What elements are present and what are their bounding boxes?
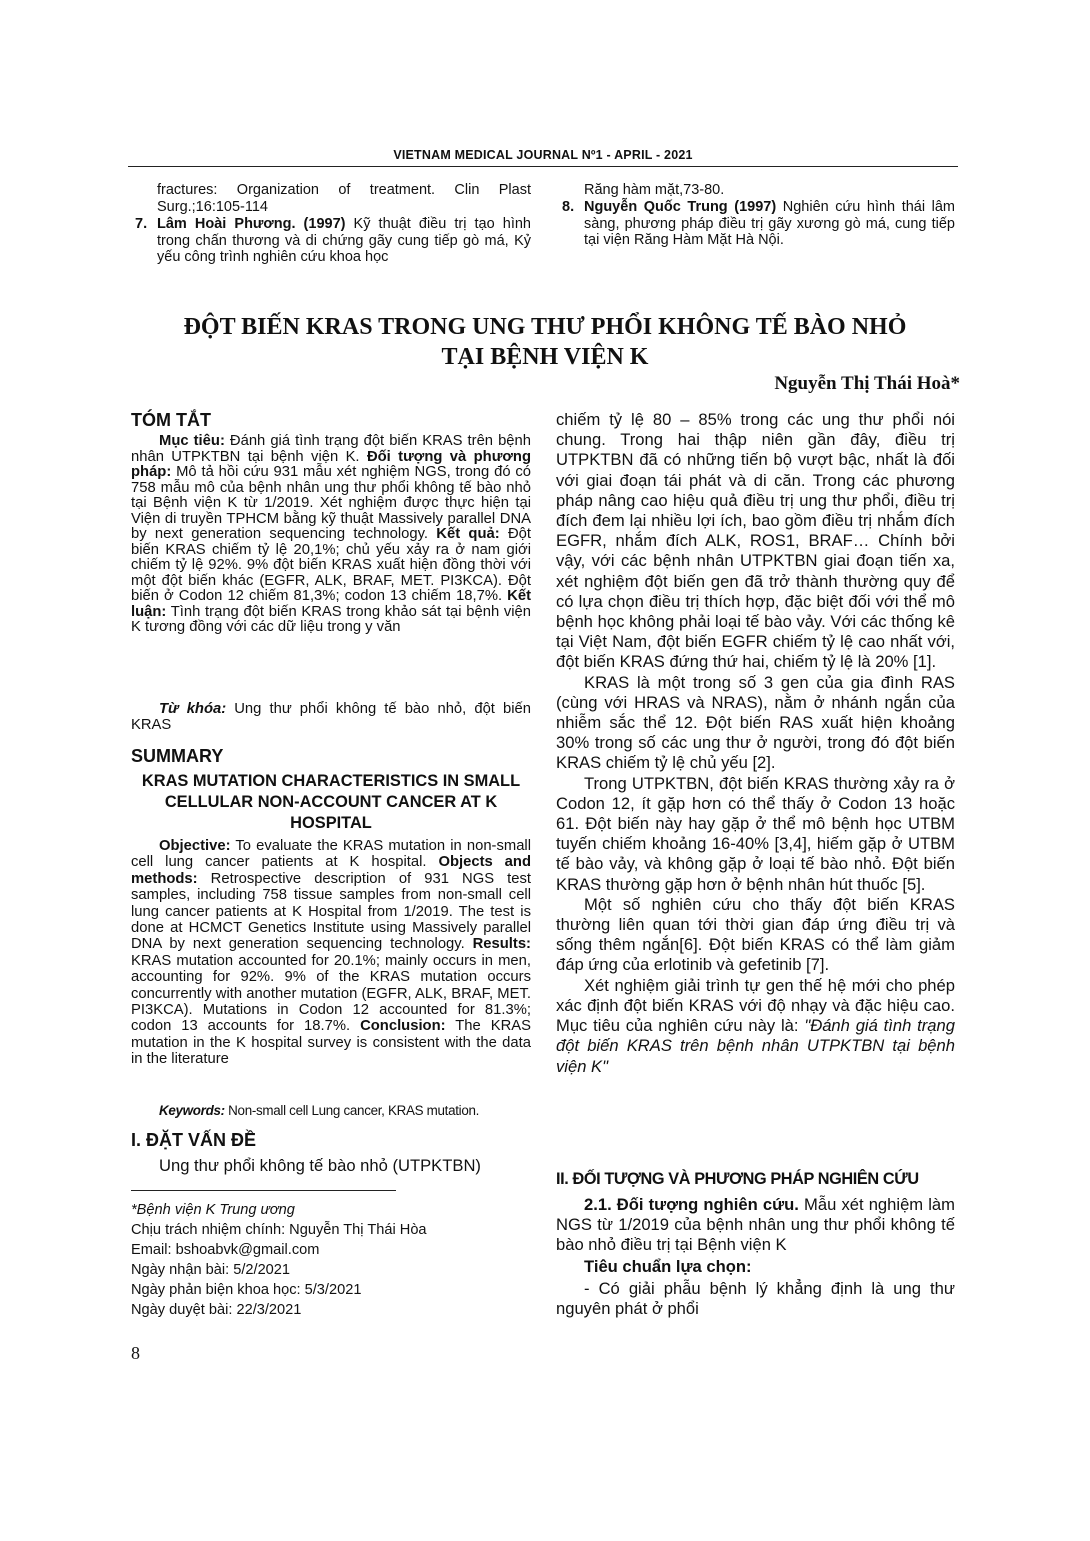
reference-number: 8. xyxy=(562,199,575,215)
results-text: Đột biến KRAS chiếm tỷ lệ 20,1%; chủ yếu xảy ra ở nam giới chiếm tỷ lệ 92%. 9% đột biến KRAS xuất hiện đồng thời với một đột biến khác (EGFR, ALK, BRAF, MET. PI3KCA). Đột biến ở Codon 12 chiếm 81,3%; codon 13 chiếm 18,7%. xyxy=(131,526,531,604)
section-1-paragraph-3: Trong UTPKTBN, đột biến KRAS thường xảy ra ở Codon 12, ít gặp hơn có thể thấy ở Codon 13 hoặc 61. Đột biến này hay gặp ở thể mô bệnh học UTBM tuyến chiếm khoảng 16-40% [3,4], hiếm gặp ở UTBM tế bào vảy, và không gặp ở loại tế bào nhỏ. Đột biến KRAS thường gặp hơn ở bệnh nhân hút thuốc [5]. xyxy=(556,773,955,894)
conclusion-label: Kết luận: xyxy=(131,588,531,620)
article-title-line-2: TẠI BỆNH VIỆN K xyxy=(441,344,649,370)
keywords-label: Từ khóa: xyxy=(159,701,227,717)
reference-8 xyxy=(562,199,956,249)
abstract-vi-heading: TÓM TẮT xyxy=(131,410,211,430)
results-label: Kết quả: xyxy=(436,526,500,542)
abstract-vi-body xyxy=(131,434,531,636)
keywords-text: Non-small cell Lung cancer, KRAS mutation. xyxy=(224,1103,480,1118)
footnote-responsible: Chịu trách nhiệm chính: Nguyễn Thị Thái Hòa xyxy=(131,1222,427,1238)
article-title xyxy=(150,312,940,372)
abstract-en-heading: SUMMARY xyxy=(131,746,224,766)
article-title-line-1: ĐỘT BIẾN KRAS TRONG UNG THƯ PHỔI KHÔNG TẾ BÀO NHỎ xyxy=(183,314,907,340)
abstract-en-title: KRAS MUTATION CHARACTERISTICS IN SMALL CELLULAR NON-ACCOUNT CANCER AT K HOSPITAL xyxy=(141,772,521,832)
footnote-approved: Ngày duyệt bài: 22/3/2021 xyxy=(131,1302,302,1318)
objective-intro: Xét nghiệm giải trình tự gen thế hệ mới cho phép xác định đột biến KRAS với độ nhạy và đặc hiệu cao. Mục tiêu của nghiên cứu này là: xyxy=(556,975,955,1036)
keywords-text: Ung thư phổi không tế bào nhỏ, đột biến KRAS xyxy=(131,701,531,733)
running-header: VIETNAM MEDICAL JOURNAL Nº1 - APRIL - 2021 xyxy=(393,148,693,162)
section-2-heading: II. ĐỐI TƯỢNG VÀ PHƯƠNG PHÁP NGHIÊN CỨU xyxy=(556,1170,919,1188)
keywords-label: Keywords: xyxy=(159,1103,225,1118)
criteria-item: - Có giải phẫu bệnh lý khẳng định là ung thư nguyên phát ở phổi xyxy=(556,1279,955,1319)
section-1-paragraph-5 xyxy=(556,976,955,1077)
methods-label: Đối tượng và phương pháp: xyxy=(131,448,531,480)
conclusion-label: Conclusion: xyxy=(360,1018,446,1035)
reference-number: 7. xyxy=(135,216,148,232)
section-1-heading: I. ĐẶT VẤN ĐỀ xyxy=(131,1130,257,1150)
footnote-affiliation: *Bệnh viện K Trung ương xyxy=(131,1202,295,1218)
objective-label: Objective: xyxy=(159,838,231,854)
author-name: Nguyễn Thị Thái Hoà* xyxy=(774,373,960,394)
header-rule xyxy=(128,166,958,167)
section-1-paragraph-1: chiếm tỷ lệ 80 – 85% trong các ung thư phổi nói chung. Trong hai thập niên gần đây, điều trị UTPKTBN đã có những tiến bộ vượt bậc, nhất là đối với giai đoạn tái phát và di căn. Trong các phương pháp nâng cao hiệu quả điều trị ung thư phổi, điều trị đích đem lại nhiều lợi ích, bao gồm điều trị nhắm đích EGFR, nhắm đích ALK, ROS1, BRAF… Chính bởi vậy, với các bệnh nhân UTPKTBN giai đoạn tiến xa, xét nghiệm đột biến gen đã trở thành thường quy để có lựa chọn điều trị thích hợp, đặc biệt đối với thể mô bệnh học không phải loại tế bào vảy. Với các thống kê tại Việt Nam, đột biến EGFR chiếm tỷ lệ cao nhất với, đột biến KRAS đứng thứ hai, chiếm tỷ lệ là 20% [1]. xyxy=(556,410,955,672)
reference-continuation-right: Răng hàm mặt,73-80. xyxy=(584,182,725,198)
criteria-label: Tiêu chuẩn lựa chọn: xyxy=(584,1257,752,1276)
conclusion-text: Tình trạng đột biến KRAS trong khảo sát tại bệnh viện K tương đồng với các dữ liệu trong y văn xyxy=(131,603,531,635)
methods-label: Objects and methods: xyxy=(131,854,531,887)
results-label: Results: xyxy=(472,936,531,953)
results-text: KRAS mutation accounted for 20.1%; mainly occurs in men, accounting for 92%. 9% of the KRAS mutation occurs concurrently with another mutation (EGFR, ALK, BRAF, MET. PI3KCA). Mutations in Codon 12 accounted for 81.3%; codon 13 accounts for 18.7%. xyxy=(131,952,531,1035)
section-2-1-paragraph xyxy=(556,1195,955,1256)
reference-author: Lâm Hoài Phương. (1997) xyxy=(157,216,346,232)
objective-text: Đánh giá tình trạng đột biến KRAS trên bệnh nhân UTPKTBN tại bệnh viện K. xyxy=(131,433,531,465)
abstract-en-body xyxy=(131,838,531,1068)
reference-text: Kỹ thuật điều trị tạo hình trong chấn thương và di chứng gãy cung tiếp gò má, Kỷ yếu công trình nghiên cứu khoa học xyxy=(157,216,531,265)
keywords-en xyxy=(131,1103,531,1118)
section-1-paragraph-start: Ung thư phổi không tế bào nhỏ (UTPKTBN) xyxy=(159,1156,481,1175)
reference-continuation-left: fractures: Organization of treatment. Clin Plast Surg.;16:105-114 xyxy=(157,182,531,215)
footnote-rule xyxy=(131,1190,396,1191)
footnote-email: Email: bshoabvk@gmail.com xyxy=(131,1242,320,1258)
conclusion-text: The KRAS mutation in the K hospital survey is consistent with the data in the literature xyxy=(131,1018,531,1068)
reference-7 xyxy=(135,216,531,266)
methods-text: Mô tả hồi cứu 931 mẫu xét nghiệm NGS, trong đó có 758 mẫu mô của bệnh nhân ung thư phổi không tế bào nhỏ tại Bệnh viện K từ 1/2019. Xét nghiệm được thực hiện tại Viện di truyền TPHCM bằng kỹ thuật Massively parallel DNA by next generation sequencing technology. xyxy=(131,464,531,542)
footnote-received: Ngày nhận bài: 5/2/2021 xyxy=(131,1262,291,1278)
subsection-label: 2.1. Đối tượng nghiên cứu. xyxy=(584,1195,799,1214)
objective-label: Mục tiêu: xyxy=(159,433,225,449)
reference-text: Nghiên cứu hình thái lâm sàng, phương pháp điều trị gãy xương gò má, cung tiếp tại viện Răng Hàm Mặt Hà Nội. xyxy=(584,199,956,248)
footnote xyxy=(131,1200,531,1320)
section-1-paragraph-2: KRAS là một trong số 3 gen của gia đình RAS (cùng với HRAS và NRAS), nằm ở nhánh ngắn của nhiễm sắc thể 12. Đột biến RAS xuất hiện khoảng 30% trong số các ung thư ở người, trong đó đột biến KRAS chiếm tỷ lệ chủ yếu [2]. xyxy=(556,672,955,773)
footnote-reviewed: Ngày phản biện khoa học: 5/3/2021 xyxy=(131,1282,362,1298)
methods-text: Retrospective description of 931 NGS test samples, including 758 tissue samples from non-small cell lung cancer patients at K Hospital from 1/2019. The test is done at HCMCT Genetics Institute using Massively parallel DNA by next generation sequencing technology. xyxy=(131,870,531,953)
section-1-paragraph-4: Một số nghiên cứu cho thấy đột biến KRAS thường liên quan tới thời gian đáp ứng điều trị và sống thêm ngắn[6]. Đột biến KRAS có thể làm giảm đáp ứng của erlotinib và gefetinib [7]. xyxy=(556,894,955,975)
objective-quote: "Đánh giá tình trạng đột biến KRAS trên bệnh nhân UTPKTBN tại bệnh viện K" xyxy=(556,1016,955,1076)
keywords-vi xyxy=(131,702,531,733)
objective-text: To evaluate the KRAS mutation in non-small cell lung cancer patients at K hospital. xyxy=(131,838,531,871)
page-number: 8 xyxy=(131,1343,140,1363)
section-1-continued xyxy=(556,410,955,1077)
reference-author: Nguyễn Quốc Trung (1997) xyxy=(584,199,777,215)
subsection-text: Mẫu xét nghiệm làm NGS từ 1/2019 của bệnh nhân ung thư phổi không tế bào nhỏ điều trị tại Bệnh viện K xyxy=(556,1195,955,1255)
